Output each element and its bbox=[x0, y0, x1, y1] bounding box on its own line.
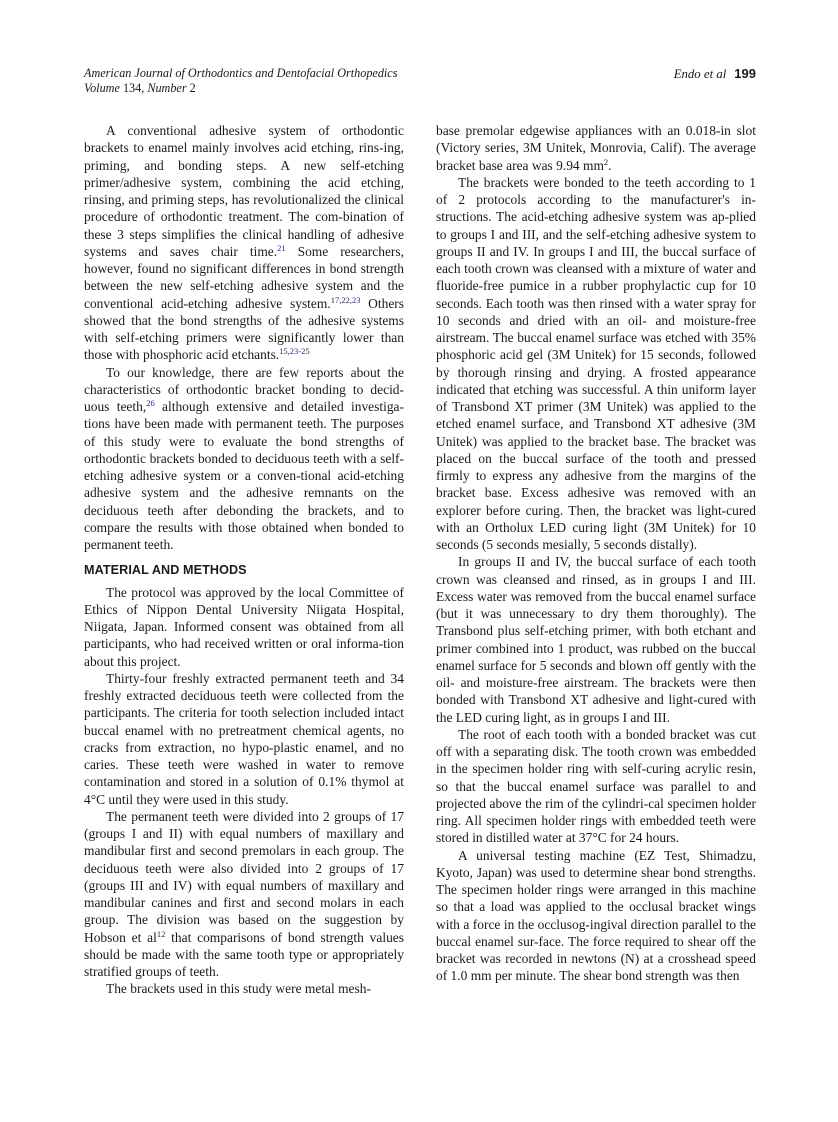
methods-paragraph-4: The brackets used in this study were metal mesh- bbox=[106, 981, 371, 997]
superscript-squared: 2 bbox=[603, 156, 609, 167]
methods-paragraph-1: The protocol was approved by the local Committee of Ethics of Nippon Dental University Niigata Hospital, Niigata, Japan. Informed consent was obtained from all participants, who had received written or oral informa-tion about this project. bbox=[84, 584, 404, 669]
journal-title: American Journal of Orthodontics and Dentofacial Orthopedics bbox=[84, 66, 398, 80]
intro-paragraph-2: To our knowledge, there are few reports about the characteristics of orthodontic bracket bonding to decid-uous teeth,$^{26}$ although extensive and detailed investiga-tions have been made with permanent teeth. The purposes of this study were to evaluate the bond strengths of orthodontic brackets bonded to deciduous teeth with a self-etching adhesive system or a conven-tional acid-etching adhesive system and the adhesive remnants on the deciduous teeth after debonding the brackets, and to compare the results with those obtained when bonded to permanent teeth. bbox=[84, 364, 404, 552]
section-heading-methods: MATERIAL AND METHODS bbox=[84, 563, 247, 578]
citation-link[interactable]: 21 bbox=[277, 242, 286, 253]
page-info bbox=[674, 66, 756, 82]
intro-paragraph-1: A conventional adhesive system of orthodontic brackets to enamel mainly involves acid etching, rins-ing, priming, and bonding steps. A new self-etching primer/adhesive system, combining the acid etching, rinsing, and priming steps, has revolutionalized the clinical procedure of orthodontic treatment. The com-bination of these 3 steps simplifies the clinical handling of adhesive systems and saves chair time.$^{21}$ Some researchers, however, found no significant differences in bond strength between the new self-etching adhesive system and the conventional acid-etching adhesive system.$^{17,22,23}$ Others showed that the bond strengths of the adhesive systems with self-etching primers were significantly lower than those with phosphoric acid etchants.$^{15,23-25}$ bbox=[84, 123, 405, 363]
methods-paragraph-2: Thirty-four freshly extracted permanent teeth and 34 freshly extracted deciduous teeth were collected from the participants. The criteria for tooth selection included intact buccal enamel with no pretreatment chemical agents, no cracks from extraction, no hypo-plastic enamel, and no caries. These teeth were washed in water to remove contamination and stored in a solution of 0.1% thymol at 4°C until they were used in this study. bbox=[84, 670, 404, 807]
running-header bbox=[84, 66, 756, 100]
page-number: 199 bbox=[734, 66, 756, 81]
methods-paragraph-4-continued: base premolar edgewise appliances with an 0.018-in slot (Victory series, 3M Unitek, Monrovia, Calif). The average bracket base area was 9.94 $mm^2$. bbox=[436, 123, 756, 173]
methods-paragraph-3: The permanent teeth were divided into 2 groups of 17 (groups I and II) with equal numbers of maxillary and mandibular first and second premolars in each group. The deciduous teeth were also divided into 2 groups of 17 (groups III and IV) with equal numbers of maxillary and mandibular canines and first and second molars in each group. The division was based on the suggestion by Hobson et $al^{12}$ that comparisons of bond strength values should be made with the same tooth type or appropriately stratified groups of teeth. bbox=[84, 808, 404, 979]
methods-paragraph-8: A universal testing machine (EZ Test, Shimadzu, Kyoto, Japan) was used to determine shear bond strengths. The specimen holder rings were arranged in this machine so that a load was applied to the occlusal bracket wings with a force in the occlusog-ingival direction parallel to the buccal enamel sur-face. The force required to shear off the bracket was recorded in newtons (N) at a crosshead speed of 1.0 mm per minute. The shear bond strength was then bbox=[436, 847, 756, 984]
citation-link[interactable]: 12 bbox=[156, 928, 166, 939]
issue-label: Number bbox=[147, 81, 187, 95]
volume-number: 134 bbox=[122, 81, 142, 95]
methods-paragraph-5: The brackets were bonded to the teeth according to 1 of 2 protocols according to the manufacturer's in-structions. The acid-etching adhesive system was ap-plied to groups I and III, and the self-etching adhesive system to groups II and IV. In groups I and III, the buccal surface of each tooth crown was cleansed with a mixture of water and fluoride-free pumice in a rubber prophylactic cup for 10 seconds. Each tooth was then rinsed with a water spray for 10 seconds and dried with an oil- and moisture-free airstream. The buccal enamel surface was etched with 35% phosphoric acid gel (3M Unitek) for 15 seconds, followed by thorough rinsing and drying. A frosted appearance indicated that etching was successful. A thin uniform layer of Transbond XT primer (3M Unitek) was applied to the etched enamel surface, and Transbond XT adhesive (3M Unitek) was applied to the bracket base. The bracket was placed on the buccal surface of the tooth and pressed firmly to express any adhesive from the margins of the bracket base. Excess adhesive was removed with an explorer before curing. Then, the bracket was light-cured with an Ortholux LED curing light (3M Unitek) for 10 seconds (5 seconds mesially, 5 seconds distally). bbox=[436, 174, 756, 552]
volume-issue: Volume 134, Number 2 bbox=[84, 81, 196, 95]
methods-paragraph-7: The root of each tooth with a bonded bracket was cut off with a separating disk. The tooth crown was embedded in the specimen holder ring with self-curing acrylic resin, so that the buccal enamel surface was parallel to and projected above the rim of the cylindri-cal specimen holder ring. All specimen holder rings with embedded teeth were stored in distilled water at 37°C for 24 hours. bbox=[436, 726, 756, 846]
citation-link[interactable]: 26 bbox=[146, 398, 155, 408]
journal-info bbox=[84, 66, 397, 96]
left-column bbox=[84, 122, 404, 998]
right-column bbox=[436, 122, 756, 985]
methods-paragraph-6: In groups II and IV, the buccal surface of each tooth crown was cleansed and rinsed, as in groups I and III. Excess water was removed from the buccal enamel surface (but it was unnecessary to dry them thoroughly). The Transbond plus self-etching primer, with both etchant and primer combined into 1 product, was rubbed on the buccal enamel surface for 5 seconds and blown off gently with the oil- and moisture-free airstream. The brackets were then bonded with Transbond XT adhesive and light-cured with the LED curing light, as in groups I and III. bbox=[436, 554, 756, 725]
citation-link[interactable]: 17,22,23 bbox=[330, 294, 361, 305]
citation-link[interactable]: 15,23-25 bbox=[279, 346, 310, 357]
issue-number: 2 bbox=[186, 81, 196, 95]
running-authors: Endo et al bbox=[673, 67, 727, 81]
